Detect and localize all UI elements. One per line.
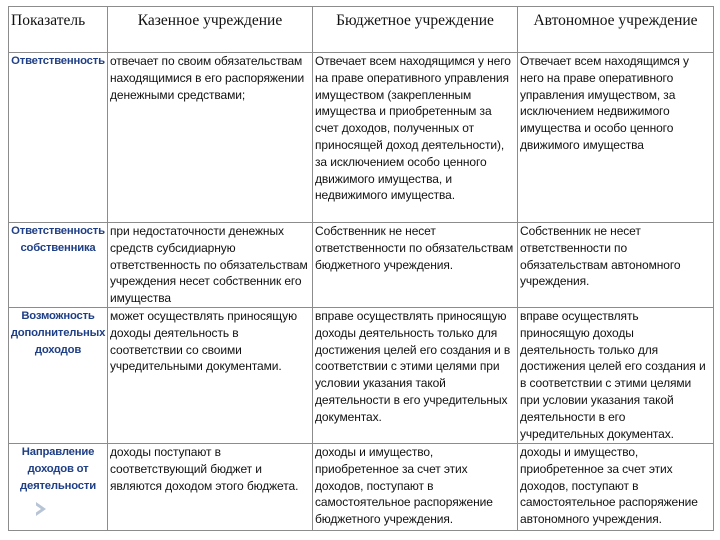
chevron-right-icon[interactable]	[35, 502, 47, 516]
header-row	[9, 7, 714, 53]
table-cell: доходы поступают в соответствующий бюджет и являются доходом этого бюджета.	[108, 444, 313, 531]
table-row	[9, 53, 714, 223]
row-label-liability: Ответственность	[9, 53, 108, 223]
comparison-table	[8, 6, 714, 531]
table-cell: Отвечает всем находящимся у него на праве оперативного управления имуществом (закрепленным имущества и приобретенным за счет доходов, полученных от приносящей доход деятельности), за исключением особо ценного движимого имущества, и недвижимого имущества.	[313, 53, 518, 223]
header-state-institution: Казенное учреждение	[108, 7, 313, 53]
table-cell: может осуществлять приносящую доходы деятельность в соответствии со своими учредительными документами.	[108, 308, 313, 444]
table-cell: доходы и имущество, приобретенное за счет этих доходов, поступают в самостоятельное распоряжение автономного учреждения.	[518, 444, 714, 531]
table-cell: Собственник не несет ответственности по обязательствам автономного учреждения.	[518, 223, 714, 308]
table-cell: отвечает по своим обязательствам находящимися в его распоряжении денежными средствами;	[108, 53, 313, 223]
chevron-right-shape	[36, 502, 46, 516]
table-row	[9, 223, 714, 308]
table-cell: вправе осуществлять приносящую доходы деятельность только для достижения целей его создания и в соответствии с этими целями при условии указания такой деятельности в его учредительных документах.	[518, 308, 714, 444]
table-cell: Собственник не несет ответственности по обязательствам бюджетного учреждения.	[313, 223, 518, 308]
table-cell: вправе осуществлять приносящую доходы деятельность только для достижения целей его создания и в соответствии с этими целями при условии указания такой деятельности в его учредительных документах.	[313, 308, 518, 444]
table-cell: доходы и имущество, приобретенное за счет этих доходов, поступают в самостоятельное распоряжение бюджетного учреждения.	[313, 444, 518, 531]
row-label-income-direction: Направление доходов от деятельности	[9, 444, 108, 531]
row-label-owner-liability: Ответственность собственника	[9, 223, 108, 308]
header-budget-institution: Бюджетное учреждение	[313, 7, 518, 53]
table-row	[9, 308, 714, 444]
header-indicator: Показатель	[9, 7, 108, 53]
row-label-additional-income: Возможность дополнительных доходов	[9, 308, 108, 444]
table-cell: Отвечает всем находящимся у него на праве оперативного управления имуществом, за исключением недвижимого имущества и особо ценного движимого имущества	[518, 53, 714, 223]
header-autonomous-institution: Автономное учреждение	[518, 7, 714, 53]
table-row	[9, 444, 714, 531]
table-cell: при недостаточности денежных средств субсидиарную ответственность по обязательствам учреждения несет собственник его имущества	[108, 223, 313, 308]
